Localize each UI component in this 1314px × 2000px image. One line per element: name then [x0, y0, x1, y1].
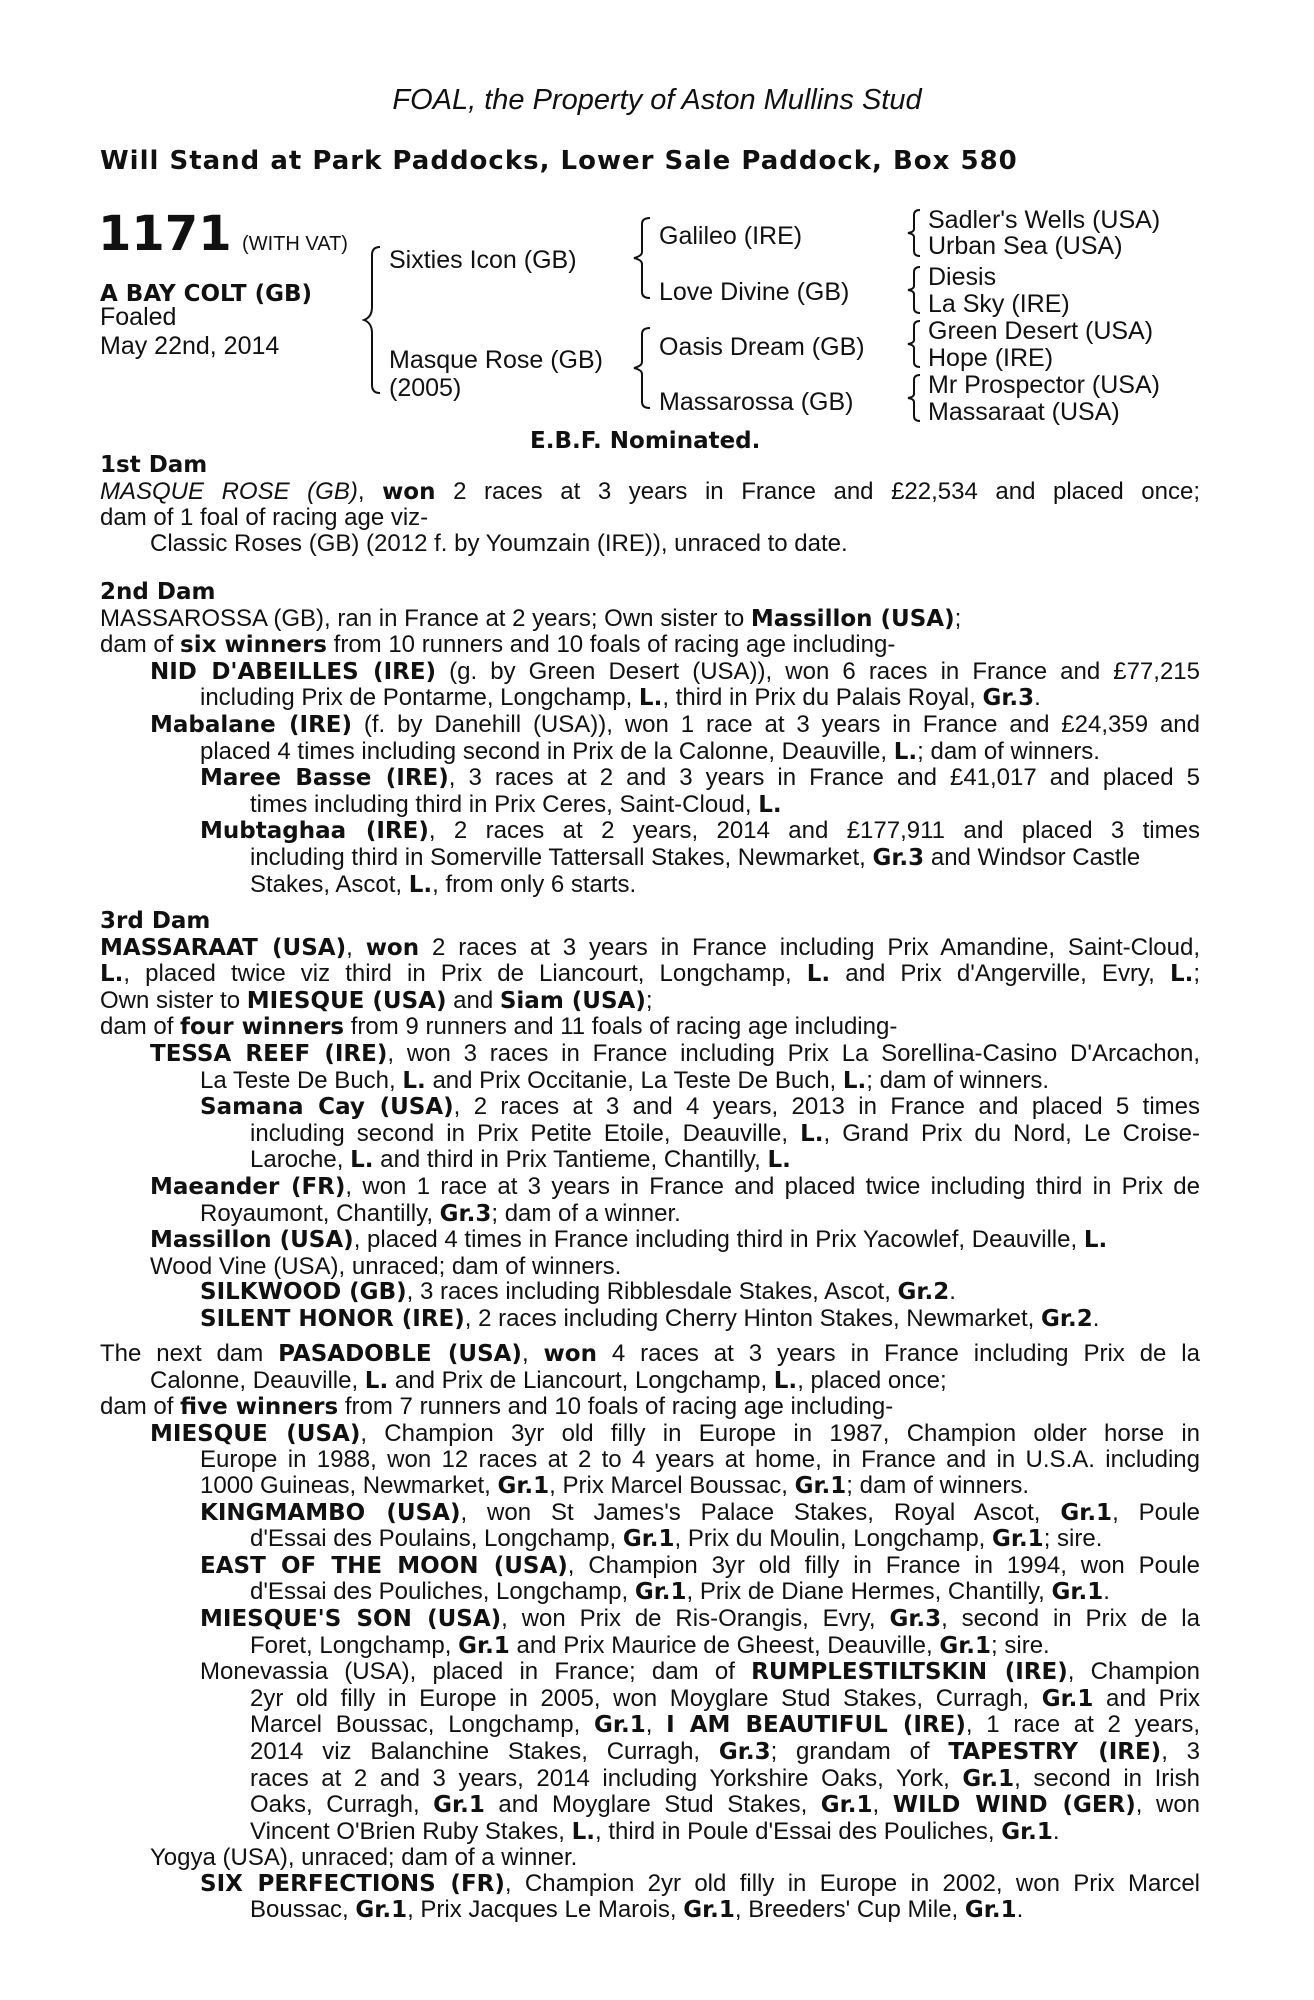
produce-maree-basse: Maree Basse (IRE), 3 races at 2 and 3 years in France and £41,017 and placed 5 times including third in Prix Ceres, Saint-Cloud, L. [200, 764, 1201, 818]
third-dam-heading: 3rd Dam [100, 908, 211, 934]
pedigree-sire-sire: Galileo (IRE) [659, 222, 803, 250]
produce-silent-honor: SILENT HONOR (IRE), 2 races including Cherry Hinton Stakes, Newmarket, Gr.2. [200, 1304, 1100, 1332]
first-dam-line-2: dam of 1 foal of racing age viz- [100, 504, 429, 532]
pedigree-g3-5: Green Desert (USA) [928, 317, 1154, 345]
pedigree-g3-4: La Sky (IRE) [928, 290, 1070, 318]
pedigree-dam-year: (2005) [389, 374, 462, 402]
pedigree-g3-8: Massaraat (USA) [928, 398, 1120, 426]
next-dam-line-1: The next dam PASADOBLE (USA), won 4 races at 3 years in France including Prix de la [100, 1340, 1200, 1367]
produce-miesque: MIESQUE (USA), Champion 3yr old filly in Europe in 1987, Champion older horse in Europe in 1988, won 12 races at 2 to 4 years at home, in France and in U.S.A. including 1000 Guineas, Newmarket, Gr.1, Prix Marcel Boussac, Gr.1; dam of winners. [150, 1419, 1200, 1499]
pedigree-g3-1: Sadler's Wells (USA) [928, 206, 1161, 234]
third-dam-line-3: Own sister to MIESQUE (USA) and Siam (USA); [100, 986, 653, 1014]
produce-nid-dabeilles: NID D'ABEILLES (IRE) (g. by Green Desert (USA)), won 6 races in France and £77,215 including Prix de Pontarme, Longchamp, L., third in Prix du Palais Royal, Gr.3. [150, 657, 1200, 712]
produce-tessa-reef: TESSA REEF (IRE), won 3 races in France including Prix La Sorellina-Casino D'Arcachon, La Teste De Buch, L. and Prix Occitanie, La Teste De Buch, L.; dam of winners. [150, 1039, 1200, 1094]
produce-kingmambo: KINGMAMBO (USA), won St James's Palace Stakes, Royal Ascot, Gr.1, Poule d'Essai des Poulains, Longchamp, Gr.1, Prix du Moulin, Longchamp, Gr.1; sire. [200, 1498, 1201, 1553]
lot-number: 1171 [98, 206, 232, 262]
pedigree-sire-dam: Love Divine (GB) [659, 278, 850, 306]
pedigree-dam-sire: Oasis Dream (GB) [659, 333, 865, 361]
ebf-nominated: E.B.F. Nominated. [530, 428, 761, 454]
produce-wood-vine: Wood Vine (USA), unraced; dam of winners. [150, 1252, 622, 1280]
pedigree-g3-7: Mr Prospector (USA) [928, 371, 1160, 399]
pedigree-brace-sire [632, 216, 652, 300]
third-dam-section [100, 909, 1200, 1333]
third-dam-line-1: MASSARAAT (USA), won 2 races at 3 years in France including Prix Amandine, Saint-Cloud, [100, 933, 1201, 961]
lot-number-line [98, 206, 348, 262]
first-dam-name: MASQUE ROSE (GB) [100, 477, 358, 505]
first-dam-line-1: MASQUE ROSE (GB), won 2 races at 3 years in France and £22,534 and placed once; [100, 477, 1201, 505]
produce-six-perfections: SIX PERFECTIONS (FR), Champion 2yr old filly in Europe in 2002, won Prix Marcel Boussac, Gr.1, Prix Jacques Le Marois, Gr.1, Breeders' Cup Mile, Gr.1. [200, 1869, 1200, 1924]
produce-monevassia: Monevassia (USA), placed in France; dam of RUMPLESTILTSKIN (IRE), Champion 2yr old filly in Europe in 2005, won Moyglare Stud Stakes, Curragh, Gr.1 and Prix Marcel Boussac, Longchamp, Gr.1, I AM BEAUTIFUL (IRE), 1 race at 2 years, 2014 viz Balanchine Stakes, Curragh, Gr.3; grandam of TAPESTRY (IRE), 3 races at 2 and 3 years, 2014 including Yorkshire Oaks, York, Gr.1, second in Irish Oaks, Curragh, Gr.1 and Moyglare Stud Stakes, Gr.1, WILD WIND (GER), won Vincent O'Brien Ruby Stakes, L., third in Poule d'Essai des Pouliches, Gr.1. [200, 1658, 1201, 1845]
lot-description: A BAY COLT (GB) [100, 281, 313, 307]
pedigree-dam-dam: Massarossa (GB) [659, 388, 854, 416]
pedigree-brace-g2 [906, 265, 922, 315]
next-dam-section [100, 1341, 1200, 1924]
pedigree-g3-3: Diesis [928, 263, 997, 291]
second-dam-section [100, 580, 1200, 898]
foaled-date: May 22nd, 2014 [100, 332, 280, 360]
next-dam-line-2: Calonne, Deauville, L. and Prix de Liancourt, Longchamp, L., placed once; [150, 1366, 947, 1394]
next-dam-line-3: dam of five winners from 7 runners and 10 foals of racing age including- [100, 1393, 894, 1421]
page-title: FOAL, the Property of Aston Mullins Stud [392, 84, 922, 116]
first-dam-text: 2 races at 3 years in France and £22,534 and placed once; [453, 477, 1201, 505]
produce-mubtaghaa: Mubtaghaa (IRE), 2 races at 2 years, 2014 and £177,911 and placed 3 times including third in Somerville Tattersall Stakes, Newmarket, Gr.3 and Windsor Castle Stakes, Ascot, L., from only 6 starts. [200, 817, 1200, 898]
pedigree-sire: Sixties Icon (GB) [389, 246, 577, 274]
third-dam-line-4: dam of four winners from 9 runners and 11 foals of racing age including- [100, 1013, 898, 1041]
stand-location: Will Stand at Park Paddocks, Lower Sale Paddock, Box 580 [100, 146, 1018, 176]
pedigree-brace-main [362, 245, 382, 395]
pedigree-brace-dam [632, 326, 652, 410]
produce-east-of-the-moon: EAST OF THE MOON (USA), Champion 3yr old filly in France in 1994, won Poule d'Essai des Pouliches, Longchamp, Gr.1, Prix de Diane Hermes, Chantilly, Gr.1. [200, 1551, 1201, 1606]
first-dam-heading: 1st Dam [100, 452, 208, 478]
first-dam-section [100, 453, 1200, 556]
vat-label: (WITH VAT) [242, 233, 348, 255]
second-dam-line-1: MASSAROSSA (GB), ran in France at 2 years; Own sister to Massillon (USA); [100, 604, 962, 632]
pedigree-brace-g3 [906, 319, 922, 369]
pedigree-g3-2: Urban Sea (USA) [928, 232, 1123, 260]
produce-yogya: Yogya (USA), unraced; dam of a winner. [150, 1844, 578, 1872]
third-dam-line-2: L., placed twice viz third in Prix de Liancourt, Longchamp, L. and Prix d'Angerville, Evry, L.; [100, 960, 1201, 988]
foaled-label: Foaled [100, 303, 177, 331]
pedigree-brace-g1 [906, 208, 922, 258]
produce-miesques-son: MIESQUE'S SON (USA), won Prix de Ris-Orangis, Evry, Gr.3, second in Prix de la Foret, Longchamp, Gr.1 and Prix Maurice de Gheest, Deauville, Gr.1; sire. [200, 1604, 1200, 1659]
second-dam-line-2: dam of six winners from 10 runners and 10 foals of racing age including- [100, 631, 896, 659]
produce-massillon: Massillon (USA), placed 4 times in France including third in Prix Yacowlef, Deauville, L. [150, 1226, 1108, 1254]
produce-silkwood: SILKWOOD (GB), 3 races including Ribblesdale Stakes, Ascot, Gr.2. [200, 1278, 956, 1306]
first-dam-produce: Classic Roses (GB) (2012 f. by Youmzain (IRE)), unraced to date. [150, 529, 848, 557]
pedigree-g3-6: Hope (IRE) [928, 344, 1054, 372]
produce-maeander: Maeander (FR), won 1 race at 3 years in France and placed twice including third in Prix de Royaumont, Chantilly, Gr.3; dam of a winner. [150, 1172, 1201, 1227]
produce-mabalane: Mabalane (IRE) (f. by Danehill (USA)), won 1 race at 3 years in France and £24,359 and placed 4 times including second in Prix de la Calonne, Deauville, L.; dam of winners. [150, 710, 1200, 765]
pedigree-brace-g4 [906, 373, 922, 423]
first-dam-won: won [382, 478, 436, 505]
pedigree-dam: Masque Rose (GB) [389, 346, 603, 374]
second-dam-heading: 2nd Dam [100, 579, 216, 605]
produce-samana-cay: Samana Cay (USA), 2 races at 3 and 4 years, 2013 in France and placed 5 times including second in Prix Petite Etoile, Deauville, L., Grand Prix du Nord, Le Croise- Laroche, L. and third in Prix Tantieme, Chantilly, L. [200, 1093, 1201, 1174]
